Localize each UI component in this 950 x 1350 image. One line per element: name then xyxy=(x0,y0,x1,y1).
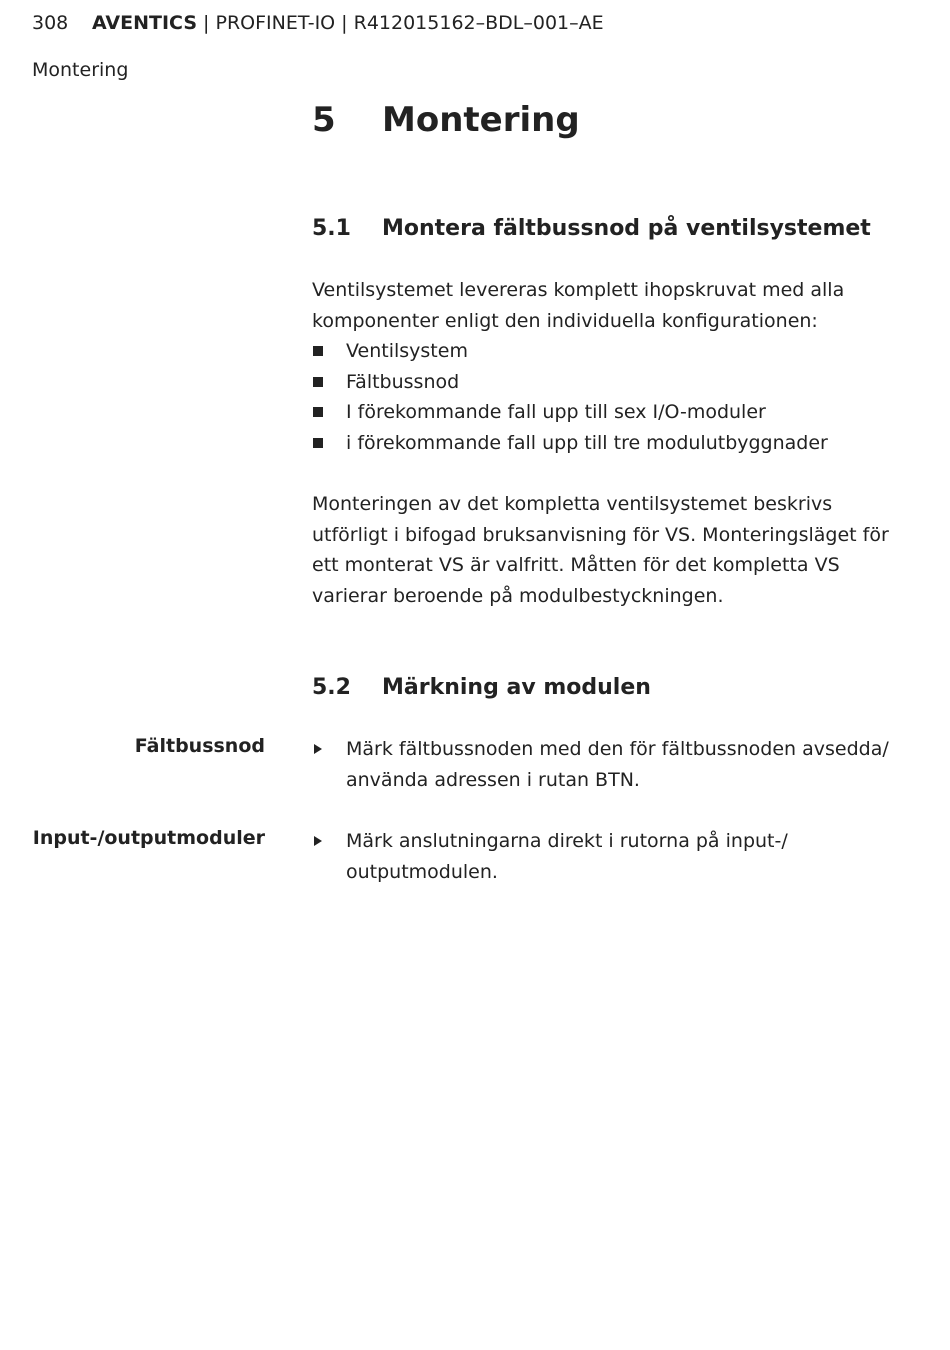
action-step-text: Märk fältbussnoden med den för fältbussnoden avsedda/ använda adressen i rutan BTN. xyxy=(346,738,889,791)
triangle-right-icon xyxy=(314,836,322,846)
section-heading-5-2 xyxy=(312,675,651,700)
action-step xyxy=(312,826,892,887)
action-step-text: Märk anslutningarna direkt i rutorna på input-/ outputmodulen. xyxy=(346,830,788,883)
margin-label-fieldbus-node: Fältbussnod xyxy=(134,735,265,757)
page-header xyxy=(32,12,604,34)
list-item: i förekommande fall upp till tre modulutbyggnader xyxy=(312,428,892,459)
brand-name: AVENTICS xyxy=(92,12,198,34)
margin-label-io-modules: Input-/outputmoduler xyxy=(32,827,265,849)
chapter-number: 5 xyxy=(312,100,336,140)
list-item: Fältbussnod xyxy=(312,367,892,398)
page-number: 308 xyxy=(32,12,69,34)
bullet-square-icon xyxy=(313,377,323,387)
document-info: | PROFINET-IO | R412015162–BDL–001–AE xyxy=(197,12,604,34)
section-intro-paragraph: Ventilsystemet levereras komplett ihopskruvat med alla komponenter enligt den individuella konfigurationen: xyxy=(312,279,845,332)
list-item: Ventilsystem xyxy=(312,336,892,367)
bullet-square-icon xyxy=(313,346,323,356)
mounting-paragraph: Monteringen av det kompletta ventilsystemet beskrivs utförligt i bifogad bruksanvisning för VS. Monteringsläget för ett monterat VS är valfritt. Måtten för det kompletta VS varierar beroende på modulbestyckningen. xyxy=(312,493,889,608)
triangle-right-icon xyxy=(314,744,322,754)
running-head: Montering xyxy=(32,59,129,81)
list-item: I förekommande fall upp till sex I/O-moduler xyxy=(312,397,892,428)
component-list xyxy=(312,336,892,459)
bullet-square-icon xyxy=(313,407,323,417)
chapter-title: Montering xyxy=(382,100,580,140)
bullet-square-icon xyxy=(313,438,323,448)
section-number: 5.1 xyxy=(312,216,351,241)
section-title: Märkning av modulen xyxy=(382,675,651,700)
action-step xyxy=(312,734,892,795)
section-number: 5.2 xyxy=(312,675,351,700)
section-title: Montera fältbussnod på ventilsystemet xyxy=(382,216,871,241)
section-heading-5-1 xyxy=(312,216,871,241)
chapter-heading xyxy=(312,100,580,140)
